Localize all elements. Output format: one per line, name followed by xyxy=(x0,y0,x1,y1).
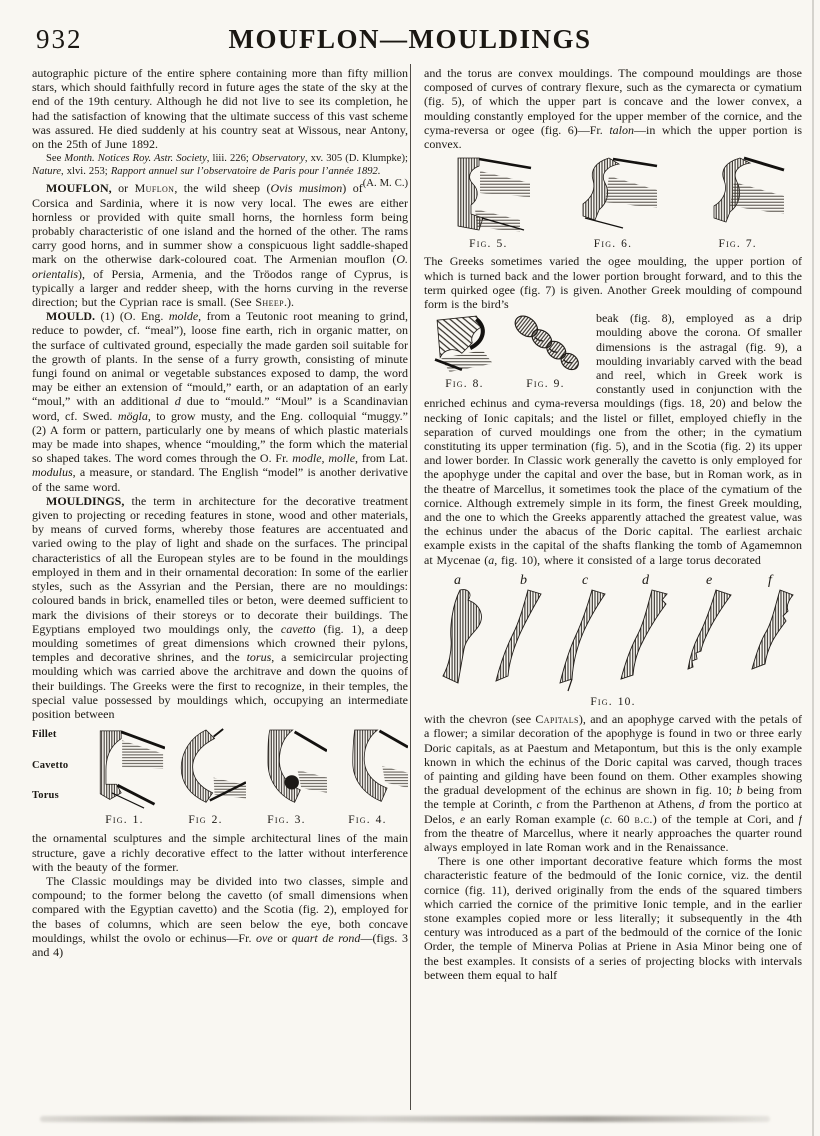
figure-3-ovolo xyxy=(246,726,327,827)
figure-7-caption: Fig. 7. xyxy=(718,238,757,251)
entry-mouflon: MOUFLON, or Muflon, the wild sheep (Ovis musimon) of Corsica and Sardinia, where it is now very local. The ewes are either hornless or provided with quite small horns, the hornless form being probably characteristic of one island and the horned of the other. The rams carry good horns, and in summer show a conspicuous light saddle-shaped mark on the otherwise dark-coloured coat. The Armenian mouflon (O. orientalis), of Persia, Armenia, and the Tröodos range of Cyprus, is typically a larger and redder sheep, with the horns curving in the reverse direction; but the Cyprian race is small. (See Sheep.). xyxy=(32,181,408,310)
echinus-development-profiles-drawing xyxy=(424,572,802,694)
figure-block-5-7 xyxy=(426,156,800,251)
figure-2-caption: Fig 2. xyxy=(188,814,223,827)
label-torus: Torus xyxy=(32,790,59,802)
paragraph-classic-mouldings: The Classic mouldings may be divided into two classes, simple and compound; to the former belong the cavetto (of small dimensions when compared with the Egyptian cavetto) and the Scotia (fig. 2), employed for the bases of columns, which are seen below the eye, both concave mouldings, whilst the ovolo or echinus—Fr. ove or quart de rond—(figs. 3 and 4) xyxy=(32,873,408,959)
fig10-letter-f: f xyxy=(768,572,772,588)
right-column xyxy=(424,66,802,1116)
paragraph-drip-moulding: beak (fig. 8), employed as a drip moulding above the corona. Of smaller dimensions is the astragal (fig. 9), a moulding invariably carved with the bead and reel, which in Greek work is constantly used in conjunction with the xyxy=(596,311,802,397)
scotia-profile-drawing xyxy=(166,726,246,812)
label-fillet: Fillet xyxy=(32,729,57,741)
ovolo-profile-drawing xyxy=(247,726,327,812)
figure-10-caption: Fig. 10. xyxy=(590,695,636,708)
paragraph-birds-beak-wrap xyxy=(424,311,802,567)
fig10-letter-b: b xyxy=(520,572,527,588)
figure-4-caption: Fig. 4. xyxy=(348,814,387,827)
figure-block-10 xyxy=(424,572,802,709)
reference-note-text: See Month. Notices Roy. Astr. Society, liii. 226; Observatory, xv. 305 (D. Klumpke); Nature, xlvi. 253; Rapport annuel sur l’observatoire de Paris pour l’année 1892. xyxy=(32,153,408,177)
paragraph-ornamental: the ornamental sculptures and the simple architectural lines of the main structure, gave a richly decorative effect to the latter without interference with the beauty of the former. xyxy=(32,831,408,874)
birds-beak-profile-drawing xyxy=(429,314,501,376)
figure-2-scotia xyxy=(165,726,246,827)
figure-block-8-9 xyxy=(424,314,586,391)
fig10-letter-c: c xyxy=(582,572,589,588)
column-divider xyxy=(410,64,411,1110)
entry-mouldings: MOULDINGS, the term in architecture for the decorative treatment given to projecting or receding features in stone, wood and other materials, by means of curved forms, whereby those features are accentuated and varied owing to the play of light and shade on the surfaces. The principal characteristics of all the European styles are to be found in the mouldings employed in them and in their ornamental decoration: In some of the earlier styles, such as the Assyrian and the Persian, there are no mouldings: coloured bands in brick, enamelled tiles or beton, were deemed sufficient to mark the divisions of their storeys or to decorate their buildings. The Egyptians employed two mouldings only, the cavetto (fig. 1), a deep moulding sometimes of great dimensions which crowned their pylons, temples and decorative shrines, and the torus, a semicircular projecting moulding which was carried above the architrave and down the quoins of their buildings. The Greeks were the first to recognize, in their temples, the special value possessed by mouldings which, occupying an intermediate position between xyxy=(32,493,408,721)
quirked-ogee-profile-drawing xyxy=(688,156,788,236)
author-initials: (A. M. C.) xyxy=(362,178,408,190)
figure-block-1-4 xyxy=(32,726,408,827)
paragraph-greeks-ogee: The Greeks sometimes varied the ogee moulding, the upper portion of which is turned back and the lower portion brought forward, and to this the term quirked ogee (fig. 7) is given. Another Greek moulding of compound form is the bird’s xyxy=(424,254,802,312)
figure-7-quirked-ogee xyxy=(675,156,800,251)
astragal-bead-reel-drawing xyxy=(509,314,583,376)
paragraph-chevron: with the chevron (see Capitals), and an apophyge carved with the petals of a flower; a similar decoration of the apophyge is found in two or three early Doric capitals, as at Paestum and Metapontum, but this is the only example known in which the echinus of the Doric capital was carved, though traces of painting and gilding have been found on them. Other examples showing the gradual development of the echinus are shown in fig. 10; b being from the temple at Corinth, c from the Parthenon at Athens, d from the portico at Delos, e an early Roman example (c. 60 b.c.) of the temple at Cori, and f from the theatre of Marcellus, where it nearly approaches the quarter round always employed in late Roman work and in the Renaissance. xyxy=(424,712,802,854)
ogee-profile-drawing xyxy=(563,156,663,236)
label-cavetto: Cavetto xyxy=(32,759,69,771)
figure-1-cavetto xyxy=(84,726,165,827)
figure-9-astragal xyxy=(505,314,586,391)
paragraph-enriched-echinus: enriched echinus and cyma-reversa mouldings (figs. 18, 20) and below the necking of Ionic capitals; and the listel or fillet, employed chiefly in the separation of curved mouldings one from the other; in the cymatium constituting its upper termination (fig. 5), and in the Scotia (fig. 2) its upper and lower border. In Classic work generally the cavetto is only employed for the apophyge under the capital and over the base, but in Roman work, as in the theatre of Marcellus, it sometimes took the place of the cymatium of the cornice. Although extremely simple in its form, the finest Greek moulding, and the one to which the Greeks apparently attached the greatest value, was the echinus under the abacus of the Doric capital. The earliest archaic example exists in the capital of the shafts flanking the tomb of Agamemnon at Mycenae (a, fig. 10), where it consisted of a large torus decorated xyxy=(424,396,802,567)
figure-1-caption: Fig. 1. xyxy=(105,814,144,827)
scan-smudge xyxy=(40,1116,770,1122)
figure-4-echinus xyxy=(327,726,408,827)
continuation-paragraph-autographic: autographic picture of the entire sphere containing more than fifty million stars, which should faithfully record in future ages the state of the sky at the end of the 19th century. Although he did not live to see its completion, he had the satisfaction of knowing that the ultimate success of this vast scheme was assured. He died suddenly at his country seat at Wissous, near Antony, on the 25th of June 1892. xyxy=(32,66,408,152)
page-number: 932 xyxy=(36,24,83,54)
figure-5-cyma-recta xyxy=(426,156,551,251)
echinus-profile-drawing xyxy=(328,726,408,812)
figure-9-caption: Fig. 9. xyxy=(526,378,565,391)
reference-note xyxy=(32,153,408,190)
page-edge-line xyxy=(812,0,814,1136)
figure-5-caption: Fig. 5. xyxy=(469,238,508,251)
fig10-letter-e: e xyxy=(706,572,713,588)
paragraph-torus-convex: and the torus are convex mouldings. The compound mouldings are those composed of curves of contrary flexure, such as the cymarecta or cymatium (fig. 5), of which the upper part is concave and the lower convex, a moulding constantly employed for the upper member of the cornice, and the cyma-reversa or ogee (fig. 6)—Fr. talon—in which the upper portion is convex. xyxy=(424,66,802,152)
figure-8-birds-beak xyxy=(424,314,505,391)
paragraph-dentil-cornice: There is one other important decorative feature which forms the most characteristic feature of the bedmould of the Ionic cornice, viz. the dentil cornice (fig. 11), derived originally from the ends of the squared timbers which carried the cornice of the primitive Ionic temple, and in the earlier stone examples copied more or less literally; it subsequently in the 4th century was introduced as a part of the bedmould of the cornice of the Ionic Order, the temple of Minerva Polias at Priene in Asia Minor being one of the best examples. It consists of a series of projecting blocks with intervals between them equal to half xyxy=(424,854,802,982)
left-column xyxy=(32,66,408,1116)
cavetto-profile-drawing xyxy=(85,726,165,812)
figure-8-caption: Fig. 8. xyxy=(445,378,484,391)
cyma-recta-profile-drawing xyxy=(438,156,538,236)
figure-6-ogee xyxy=(551,156,676,251)
entry-mould: MOULD. (1) (O. Eng. molde, from a Teutonic root meaning to grind, reduce to powder, cf. “meal”), loose fine earth, rich in organic matter, on the surface of cultivated ground, especially the made garden soil suitable for the growth of plants. In the sense of a furry growth, consisting of minute fungi found on animal or vegetable substances exposed to damp, the word may be either an extension of “mould,” earth, or an adaptation of an early “moul,” with an additional d due to “mould.” “Moul” is a Scandinavian word, cf. Swed. mögla, to grow musty, and the Eng. colloquial “muggy.” (2) A form or pattern, particularly one by means of which plastic materials may be made into shapes, whence “moulding,” the form which the material so shaped takes. The word comes through the O. Fr. modle, molle, from Lat. modulus, a measure, or standard. The English “model” is another derivative of the same word. xyxy=(32,309,408,494)
fig10-letter-d: d xyxy=(642,572,649,588)
figure-6-caption: Fig. 6. xyxy=(593,238,633,251)
moulding-part-labels xyxy=(32,726,84,827)
page-title: MOUFLON—MOULDINGS xyxy=(228,24,592,54)
fig10-letter-a: a xyxy=(454,572,461,588)
figure-3-caption: Fig. 3. xyxy=(267,814,306,827)
